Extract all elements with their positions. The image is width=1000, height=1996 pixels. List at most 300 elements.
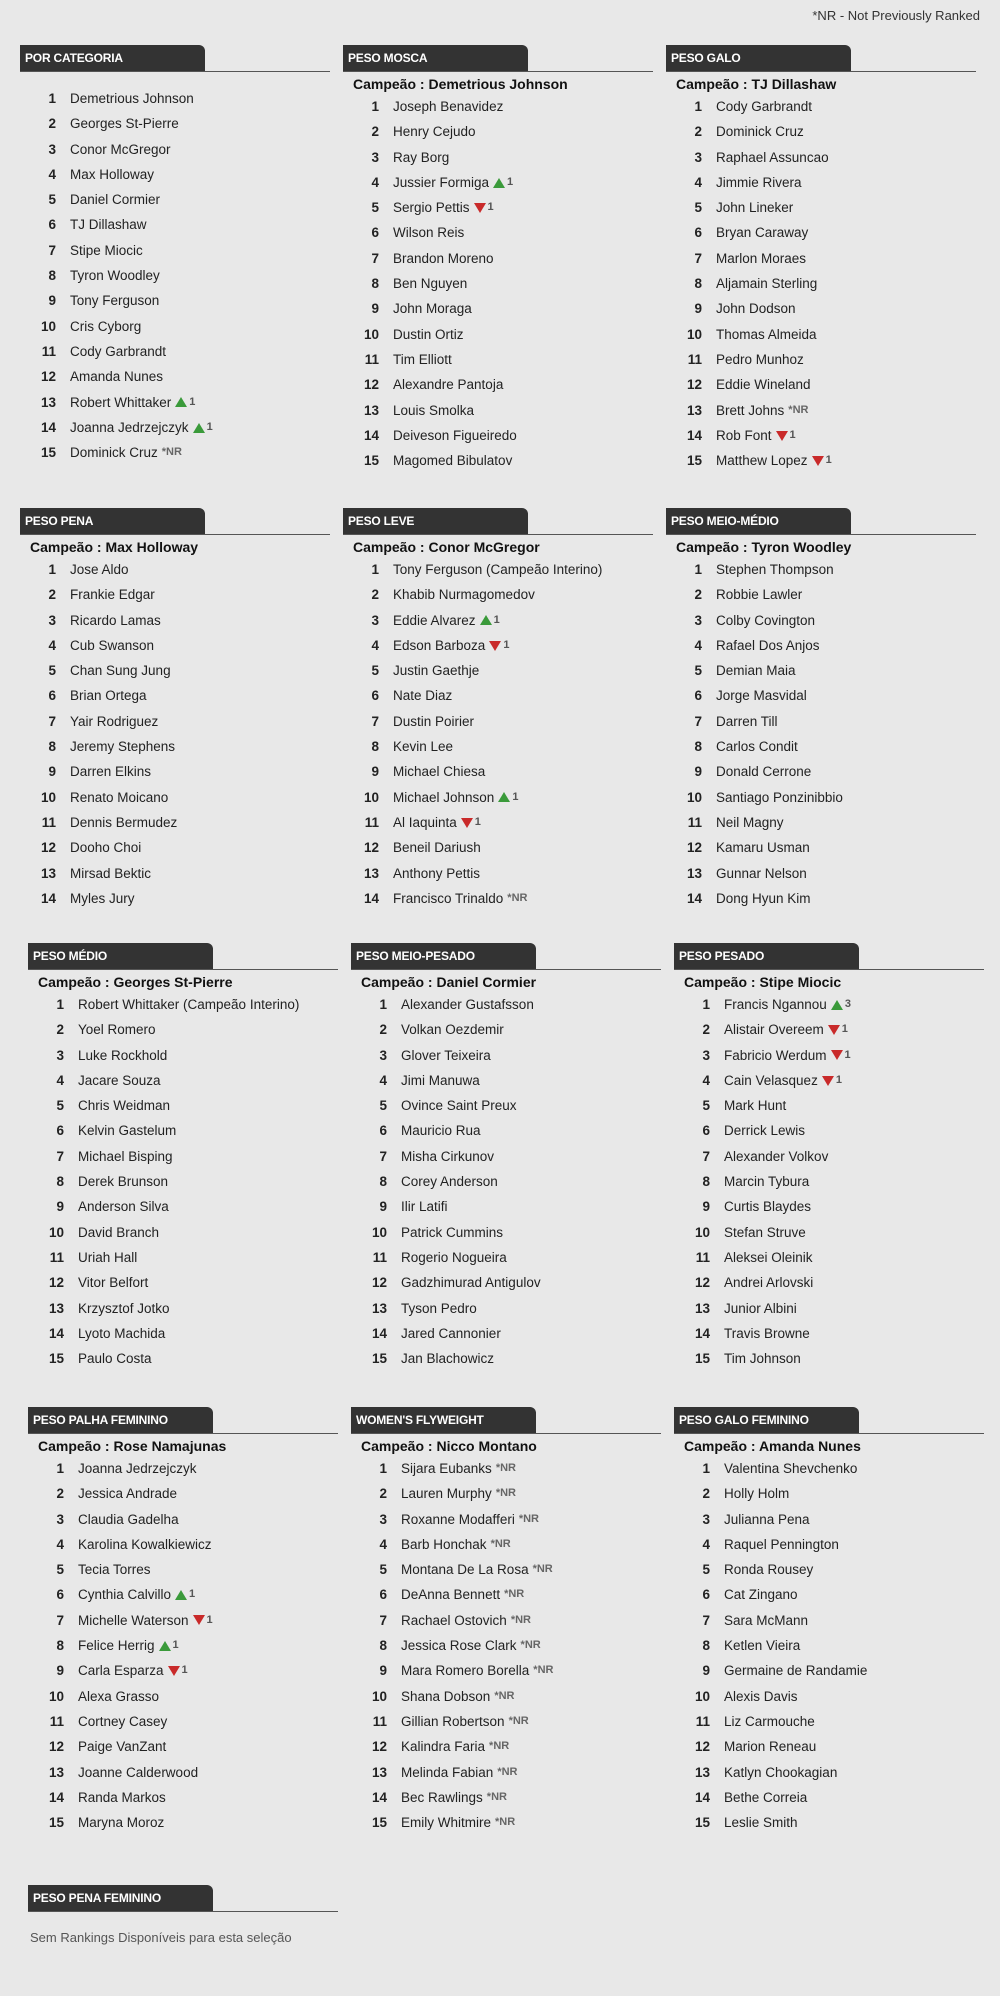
champion-label: Campeão : Tyron Woodley [676,539,852,555]
fighter-name-link[interactable]: Glover Teixeira [401,1047,491,1063]
fighter-name-link[interactable]: Corey Anderson [401,1174,498,1190]
fighter-name-link[interactable]: Jacare Souza [78,1072,161,1088]
fighter-name-link[interactable]: Jussier Formiga [393,174,490,190]
category-tab[interactable]: POR CATEGORIA [20,45,205,71]
ranking-row [28,1734,338,1759]
fighter-name-link[interactable]: Georges St-Pierre [70,116,179,132]
category-tab[interactable]: PESO MEIO-PESADO [351,943,536,969]
fighter-name-link[interactable]: Kalindra Faria [401,1739,486,1755]
rank-number: 4 [702,1072,710,1088]
fighter-name-link[interactable]: Uriah Hall [78,1249,138,1265]
fighter-name-link[interactable]: John Lineker [716,200,794,216]
category-tab[interactable]: PESO PENA [20,508,205,534]
fighter-name-link[interactable]: Henry Cejudo [393,124,476,140]
fighter-name-link[interactable]: Chris Weidman [78,1098,171,1114]
fighter-name-link[interactable]: Maryna Moroz [78,1815,165,1831]
fighter-name-link[interactable]: Mark Hunt [724,1098,787,1114]
category-tab[interactable]: PESO PALHA FEMININO [28,1407,213,1433]
rank-number: 8 [371,276,379,292]
fighter-name-link[interactable]: Cub Swanson [70,637,155,653]
fighter-name-link[interactable]: Magomed Bibulatov [393,453,513,469]
fighter-name-link[interactable]: Raquel Pennington [724,1536,839,1552]
rank-number: 6 [702,1123,710,1139]
fighter-name-link[interactable]: Al Iaquinta [393,814,457,830]
fighter-name-link[interactable]: Robert Whittaker (Campeão Interino) [78,997,300,1012]
rank-number: 1 [48,91,56,106]
fighter-name-link[interactable]: Cortney Casey [78,1713,168,1729]
rank-change-delta: 1 [189,395,196,408]
fighter-name-link[interactable]: Melinda Fabian [401,1764,494,1780]
fighter-name-link[interactable]: Darren Elkins [70,764,152,780]
rank-number: 4 [694,174,702,190]
ranking-row [351,1481,661,1506]
fighter-name-link[interactable]: Amanda Nunes [70,369,164,385]
fighter-name-link[interactable]: Andrei Arlovski [724,1275,814,1291]
ranking-row [28,1093,338,1118]
fighter-name-link[interactable]: Gunnar Nelson [716,865,807,881]
fighter-name-link[interactable]: Derek Brunson [78,1174,169,1190]
fighter-name-link[interactable]: Cynthia Calvillo [78,1587,172,1603]
category-tab[interactable]: PESO MÉDIO [28,943,213,969]
rank-down-triangle-icon [776,431,788,441]
fighter-name-link[interactable]: Dennis Bermudez [70,814,178,830]
fighter-name-link[interactable]: Brandon Moreno [393,250,494,266]
fighter-name-link[interactable]: Shana Dobson [401,1688,491,1704]
rank-number: 2 [694,587,702,603]
category-tab[interactable]: PESO GALO FEMININO [674,1407,859,1433]
fighter-name-link[interactable]: Mauricio Rua [401,1123,481,1139]
fighter-name-link[interactable]: Jose Aldo [70,562,129,577]
rank-change [168,1658,188,1683]
fighter-name-link[interactable]: Bethe Correia [724,1789,808,1805]
ranking-row [351,1194,661,1219]
fighter-name-link[interactable]: Yair Rodriguez [70,713,159,729]
rank-number: 10 [363,326,379,342]
fighter-name-link[interactable]: Kevin Lee [393,739,454,755]
fighter-name-link[interactable]: Brett Johns [716,402,785,418]
rank-change [480,608,500,633]
rank-number: 3 [379,1047,387,1063]
ranking-row [674,1346,984,1371]
ranking-row [343,608,653,633]
champion-label: Campeão : Nicco Montano [361,1438,537,1454]
fighter-name-link[interactable]: Sergio Pettis [393,200,470,216]
fighter-name-link[interactable]: Ben Nguyen [393,276,468,292]
fighter-name-link[interactable]: Gadzhimurad Antigulov [401,1275,541,1291]
fighter-name-link[interactable]: Bryan Caraway [716,225,809,241]
fighter-name-link[interactable]: Randa Markos [78,1789,166,1805]
fighter-name-link[interactable]: Robbie Lawler [716,587,803,603]
fighter-name-link[interactable]: Jared Cannonier [401,1325,501,1341]
category-tab[interactable]: WOMEN'S FLYWEIGHT [351,1407,536,1433]
fighter-name-link[interactable]: Joanna Jedrzejczyk [70,419,189,435]
ranking-row [351,1785,661,1810]
fighter-name-link[interactable]: Demian Maia [716,663,796,679]
rank-number: 10 [40,789,56,805]
fighter-name-link[interactable]: Kamaru Usman [716,840,810,856]
rank-number: 9 [694,301,702,317]
fighter-name-link[interactable]: Roxanne Modafferi [401,1511,515,1527]
ranking-row [28,1194,338,1219]
fighter-name-link[interactable]: Patrick Cummins [401,1224,504,1240]
rank-change-delta: 1 [841,1023,848,1036]
rank-change-delta: 1 [189,1588,196,1601]
fighter-name-link[interactable]: Marion Reneau [724,1739,817,1755]
fighter-name-link[interactable]: Anthony Pettis [393,865,481,881]
not-previously-ranked-tag: *NR [533,1664,554,1677]
fighter-name-link[interactable]: Tony Ferguson [70,293,160,309]
fighter-name-link[interactable]: Vitor Belfort [78,1275,149,1291]
ranking-row [351,1810,661,1835]
rank-number: 1 [371,562,379,577]
fighter-name-link[interactable]: Alistair Overeem [724,1022,824,1038]
ranking-row [28,1144,338,1169]
rank-change [812,448,832,473]
ranking-row [351,1346,661,1371]
rank-up-triangle-icon [480,615,492,625]
rank-down-triangle-icon [168,1666,180,1676]
category-tab[interactable]: PESO GALO [666,45,851,71]
ranking-row [666,347,976,372]
fighter-name-link[interactable]: Nate Diaz [393,688,453,704]
fighter-name-link[interactable]: Robert Whittaker [70,394,172,410]
rank-number: 7 [48,713,56,729]
fighter-name-link[interactable]: Curtis Blaydes [724,1199,812,1215]
fighter-name-link[interactable]: Rachael Ostovich [401,1612,507,1628]
fighter-name-link[interactable]: Montana De La Rosa [401,1562,529,1578]
fighter-name-link[interactable]: Ovince Saint Preux [401,1098,517,1114]
fighter-name-link[interactable]: John Dodson [716,301,796,317]
rank-number: 12 [686,377,702,393]
ranking-row [20,263,330,288]
ranking-row [28,1017,338,1042]
rank-number: 13 [363,402,379,418]
fighter-name-link[interactable]: Dong Hyun Kim [716,890,811,906]
rank-number: 9 [371,301,379,317]
category-tab[interactable]: PESO PENA FEMININO [28,1885,213,1911]
fighter-name-link[interactable]: Paige VanZant [78,1739,167,1755]
fighter-name-link[interactable]: Mirsad Bektic [70,865,152,881]
fighter-name-link[interactable]: Sijara Eubanks [401,1461,492,1476]
fighter-name-link[interactable]: Jan Blachowicz [401,1351,495,1367]
ranking-row [666,734,976,759]
ranking-row [20,440,330,465]
fighter-name-link[interactable]: Michael Bisping [78,1148,173,1164]
rank-down-triangle-icon [474,203,486,213]
rank-change [831,992,851,1017]
rank-number: 4 [379,1536,387,1552]
ranking-row [28,1582,338,1607]
fighter-name-link[interactable]: Ketlen Vieira [724,1638,801,1654]
rank-number: 11 [695,1713,710,1729]
fighter-name-link[interactable]: Wilson Reis [393,225,465,241]
rank-change-delta: 1 [825,454,832,467]
fighter-name-link[interactable]: Luke Rockhold [78,1047,168,1063]
category-tab[interactable]: PESO MOSCA [343,45,528,71]
fighter-name-link[interactable]: Felice Herrig [78,1638,155,1654]
fighter-name-link[interactable]: Frankie Edgar [70,587,155,603]
fighter-name-link[interactable]: Katlyn Chookagian [724,1764,838,1780]
fighter-name-link[interactable]: Emily Whitmire [401,1815,491,1831]
ranking-row [343,835,653,860]
fighter-name-link[interactable]: Ricardo Lamas [70,612,161,628]
fighter-name-link[interactable]: Marcin Tybura [724,1174,810,1190]
fighter-name-link[interactable]: Jessica Andrade [78,1486,178,1502]
fighter-name-link[interactable]: Derrick Lewis [724,1123,806,1139]
fighter-name-link[interactable]: Ray Borg [393,149,450,165]
fighter-name-link[interactable]: Gillian Robertson [401,1713,505,1729]
fighter-name-link[interactable]: Chan Sung Jung [70,663,171,679]
ranking-row [28,1760,338,1785]
fighter-name-link[interactable]: Tony Ferguson (Campeão Interino) [393,562,603,577]
ranking-row [674,1144,984,1169]
fighter-name-link[interactable]: Germaine de Randamie [724,1663,868,1679]
not-previously-ranked-tag: *NR [495,1487,516,1500]
fighter-name-link[interactable]: Volkan Oezdemir [401,1022,504,1038]
fighter-name-link[interactable]: Tyson Pedro [401,1300,477,1316]
fighter-name-link[interactable]: Alexis Davis [724,1688,798,1704]
fighter-name-link[interactable]: Brian Ortega [70,688,147,704]
rank-number: 10 [371,1688,387,1704]
fighter-name-link[interactable]: Myles Jury [70,890,135,906]
fighter-name-link[interactable]: Paulo Costa [78,1351,152,1367]
fighter-name-link[interactable]: Rogerio Nogueira [401,1249,507,1265]
fighter-name-link[interactable]: Demetrious Johnson [70,91,194,106]
fighter-name-link[interactable]: Kelvin Gastelum [78,1123,177,1139]
fighter-name-link[interactable]: Liz Carmouche [724,1713,815,1729]
fighter-name-link[interactable]: Claudia Gadelha [78,1511,179,1527]
fighter-name-link[interactable]: Jimi Manuwa [401,1072,480,1088]
ranking-row [674,1456,984,1481]
fighter-name-link[interactable]: Michael Johnson [393,789,495,805]
ranking-row [674,1633,984,1658]
not-previously-ranked-tag: *NR [486,1790,507,1803]
ranking-row [20,86,330,111]
rank-change-delta: 1 [503,638,510,651]
rank-number: 13 [371,1300,387,1316]
rank-number: 6 [694,688,702,704]
rank-number: 11 [372,1249,387,1265]
fighter-name-link[interactable]: Pedro Munhoz [716,351,804,367]
fighter-name-link[interactable]: Thomas Almeida [716,326,817,342]
rank-number: 4 [56,1536,64,1552]
fighter-name-link[interactable]: Tyron Woodley [70,268,160,284]
fighter-name-link[interactable]: Deiveson Figueiredo [393,427,517,443]
fighter-name-link[interactable]: Bec Rawlings [401,1789,483,1805]
fighter-name-link[interactable]: Tim Johnson [724,1351,801,1367]
ranking-row [351,1144,661,1169]
rank-number: 11 [49,1249,64,1265]
fighter-name-link[interactable]: Rafael Dos Anjos [716,637,820,653]
fighter-name-link[interactable]: Alexander Volkov [724,1148,829,1164]
fighter-name-link[interactable]: Cody Garbrandt [70,343,167,359]
fighter-name-link[interactable]: Krzysztof Jotko [78,1300,170,1316]
fighter-name-link[interactable]: Travis Browne [724,1325,810,1341]
rank-up-triangle-icon [831,1000,843,1010]
fighter-name-link[interactable]: Julianna Pena [724,1511,810,1527]
ranking-row [351,1043,661,1068]
rank-number: 13 [40,394,56,410]
fighter-name-link[interactable]: Neil Magny [716,814,784,830]
rank-change-delta: 1 [206,420,213,433]
fighter-name-link[interactable]: Junior Albini [724,1300,797,1316]
fighter-name-link[interactable]: Stephen Thompson [716,562,834,577]
fighter-name-link[interactable]: Jessica Rose Clark [401,1638,517,1654]
fighter-name-link[interactable]: Dominick Cruz [70,445,158,461]
rank-down-triangle-icon [489,641,501,651]
rank-number: 6 [56,1123,64,1139]
fighter-name-link[interactable]: Darren Till [716,713,778,729]
champion-label: Campeão : Daniel Cormier [361,974,537,990]
fighter-name-link[interactable]: DeAnna Bennett [401,1587,501,1603]
rank-change-delta: 1 [507,175,514,188]
ranking-list [20,86,330,465]
fighter-name-link[interactable]: Rob Font [716,427,772,443]
fighter-name-link[interactable]: Max Holloway [70,166,155,182]
fighter-name-link[interactable]: Louis Smolka [393,402,475,418]
ranking-row [343,759,653,784]
fighter-name-link[interactable]: Dominick Cruz [716,124,804,140]
ranking-list [666,557,976,911]
fighter-name-link[interactable]: Daniel Cormier [70,192,161,208]
ranking-row [666,448,976,473]
fighter-name-link[interactable]: Cris Cyborg [70,318,142,334]
ranking-row [20,212,330,237]
fighter-name-link[interactable]: Carla Esparza [78,1663,164,1679]
fighter-name-link[interactable]: Alexander Gustafsson [401,997,534,1012]
fighter-name-link[interactable]: Jorge Masvidal [716,688,807,704]
fighter-name-link[interactable]: Yoel Romero [78,1022,156,1038]
fighter-name-link[interactable]: Alexandre Pantoja [393,377,504,393]
fighter-name-link[interactable]: Cat Zingano [724,1587,798,1603]
fighter-name-link[interactable]: Renato Moicano [70,789,169,805]
rank-change [489,633,509,658]
rank-number: 15 [48,1815,64,1831]
fighter-name-link[interactable]: Conor McGregor [70,141,171,157]
rank-number: 14 [686,427,702,443]
rank-number: 11 [364,351,379,367]
fighter-name-link[interactable]: Stefan Struve [724,1224,806,1240]
rank-number: 6 [371,225,379,241]
category-tab[interactable]: PESO MEIO-MÉDIO [666,508,851,534]
ranking-row [20,111,330,136]
rank-down-triangle-icon [461,818,473,828]
fighter-name-link[interactable]: Aljamain Sterling [716,276,818,292]
fighter-name-link[interactable]: Edson Barboza [393,637,486,653]
category-tab[interactable]: PESO PESADO [674,943,859,969]
fighter-name-link[interactable]: Marlon Moraes [716,250,807,266]
ranking-list [674,992,984,1371]
fighter-name-link[interactable]: Raphael Assuncao [716,149,829,165]
rank-number: 11 [695,1249,710,1265]
fighter-name-link[interactable]: Tim Elliott [393,351,452,367]
fighter-name-link[interactable]: Donald Cerrone [716,764,812,780]
fighter-name-link[interactable]: David Branch [78,1224,160,1240]
fighter-name-link[interactable]: Beneil Dariush [393,840,481,856]
fighter-name-link[interactable]: Jeremy Stephens [70,739,176,755]
ranking-row [674,992,984,1017]
fighter-name-link[interactable]: Michael Chiesa [393,764,486,780]
fighter-name-link[interactable]: Eddie Wineland [716,377,811,393]
rank-number: 10 [694,1224,710,1240]
fighter-name-link[interactable]: Michelle Waterson [78,1612,189,1628]
fighter-name-link[interactable]: Mara Romero Borella [401,1663,530,1679]
fighter-name-link[interactable]: Sara McMann [724,1612,809,1628]
fighter-name-link[interactable]: Joanne Calderwood [78,1764,199,1780]
fighter-name-link[interactable]: Lyoto Machida [78,1325,166,1341]
ranking-row [28,992,338,1017]
fighter-name-link[interactable]: Justin Gaethje [393,663,480,679]
fighter-name-link[interactable]: Tecia Torres [78,1562,151,1578]
fighter-name-link[interactable]: Carlos Condit [716,739,798,755]
fighter-name-link[interactable]: Alexa Grasso [78,1688,160,1704]
category-header [28,943,338,970]
not-previously-ranked-tag: *NR [494,1689,515,1702]
fighter-name-link[interactable]: Misha Cirkunov [401,1148,495,1164]
fighter-name-link[interactable]: TJ Dillashaw [70,217,147,233]
ranking-row [666,398,976,423]
ranking-row [666,372,976,397]
fighter-name-link[interactable]: Jimmie Rivera [716,174,802,190]
fighter-name-link[interactable]: Valentina Shevchenko [724,1461,858,1476]
category-header [343,45,653,72]
rank-number: 14 [40,890,56,906]
ranking-row [674,1481,984,1506]
fighter-name-link[interactable]: Colby Covington [716,612,816,628]
fighter-name-link[interactable]: Fabricio Werdum [724,1047,827,1063]
fighter-name-link[interactable]: Dustin Poirier [393,713,475,729]
fighter-name-link[interactable]: Lauren Murphy [401,1486,492,1502]
fighter-name-link[interactable]: Santiago Ponzinibbio [716,789,843,805]
fighter-name-link[interactable]: Karolina Kowalkiewicz [78,1536,212,1552]
rank-number: 3 [371,612,379,628]
fighter-name-link[interactable]: Barb Honchak [401,1536,487,1552]
fighter-name-link[interactable]: John Moraga [393,301,472,317]
fighter-name-link[interactable]: Holly Holm [724,1486,790,1502]
fighter-name-link[interactable]: Eddie Alvarez [393,612,476,628]
rank-change [498,785,518,810]
ranking-row [20,339,330,364]
rank-number: 7 [371,713,379,729]
rank-number: 3 [48,612,56,628]
not-previously-ranked-tag: *NR [161,446,182,459]
fighter-name-link[interactable]: Joanna Jedrzejczyk [78,1461,197,1476]
fighter-name-link[interactable]: Khabib Nurmagomedov [393,587,535,603]
ranking-row [343,296,653,321]
not-previously-ranked-tag: *NR [497,1765,518,1778]
fighter-name-link[interactable]: Anderson Silva [78,1199,169,1215]
fighter-name-link[interactable]: Dustin Ortiz [393,326,464,342]
fighter-name-link[interactable]: Leslie Smith [724,1815,798,1831]
rank-number: 7 [379,1612,387,1628]
rank-number: 10 [363,789,379,805]
fighter-name-link[interactable]: Ilir Latifi [401,1199,448,1215]
fighter-name-link[interactable]: Cody Garbrandt [716,99,813,114]
fighter-name-link[interactable]: Francis Ngannou [724,997,827,1012]
fighter-name-link[interactable]: Francisco Trinaldo [393,890,504,906]
fighter-name-link[interactable]: Matthew Lopez [716,453,808,469]
fighter-name-link[interactable]: Dooho Choi [70,840,142,856]
fighter-name-link[interactable]: Joseph Benavidez [393,99,504,114]
ranking-row [674,1043,984,1068]
category-tab[interactable]: PESO LEVE [343,508,528,534]
fighter-name-link[interactable]: Cain Velasquez [724,1072,818,1088]
fighter-name-link[interactable]: Aleksei Oleinik [724,1249,813,1265]
fighter-name-link[interactable]: Ronda Rousey [724,1562,814,1578]
fighter-name-link[interactable]: Stipe Miocic [70,242,143,258]
ranking-row [343,633,653,658]
ranking-row [674,1068,984,1093]
